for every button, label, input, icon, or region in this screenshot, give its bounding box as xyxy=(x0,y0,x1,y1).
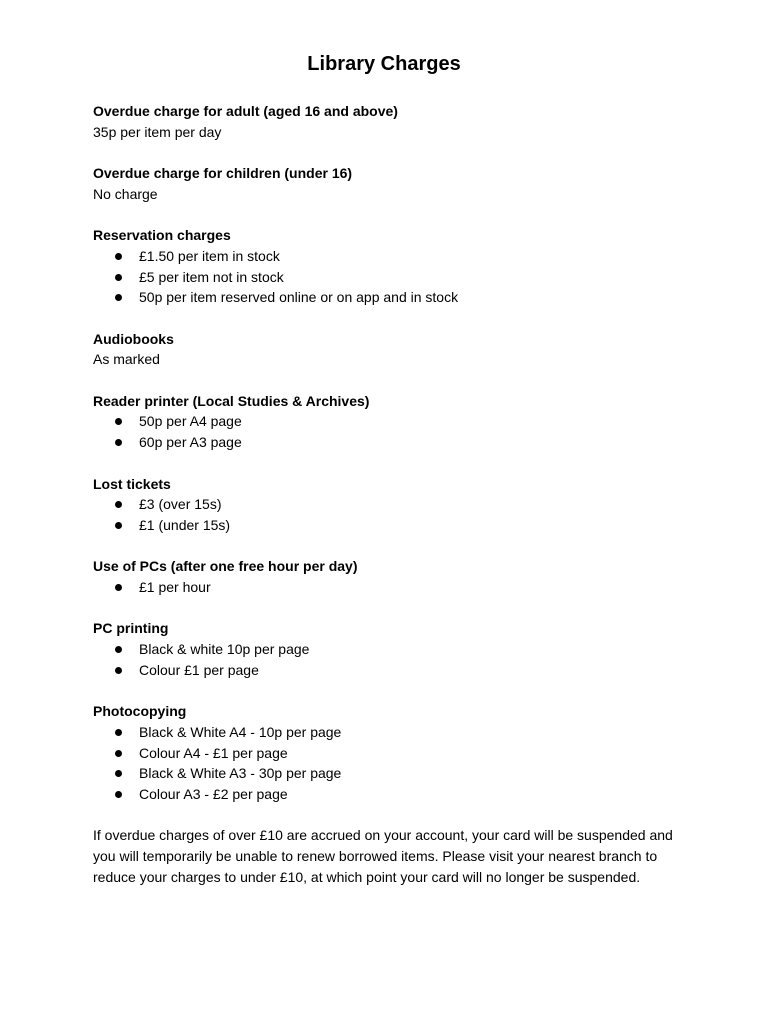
page-title: Library Charges xyxy=(307,53,461,75)
section-audiobooks xyxy=(93,329,693,370)
list-item xyxy=(93,515,693,536)
list-item-text: Black & white 10p per page xyxy=(139,641,310,658)
bullet-icon xyxy=(115,791,122,798)
section-heading: Photocopying xyxy=(93,703,187,720)
list-item xyxy=(93,494,693,515)
section-photocopying xyxy=(93,701,693,805)
list-item xyxy=(93,660,693,681)
list-item-text: £1 (under 15s) xyxy=(139,516,231,533)
section-pc-use xyxy=(93,556,693,597)
section-heading: Overdue charge for children (under 16) xyxy=(93,165,353,182)
bullet-icon xyxy=(115,729,122,736)
section-heading: PC printing xyxy=(93,620,169,637)
list-item-text: 50p per item reserved online or on app and in stock xyxy=(139,289,459,306)
section-heading: Reader printer (Local Studies & Archives) xyxy=(93,392,370,409)
bullet-icon xyxy=(115,294,122,301)
section-reservation-charges xyxy=(93,225,693,308)
list-item xyxy=(93,432,693,453)
bullet-icon xyxy=(115,750,122,757)
bullet-icon xyxy=(115,501,122,508)
list-item xyxy=(93,763,693,784)
bullet-icon xyxy=(115,646,122,653)
list-item-text: 50p per A4 page xyxy=(139,413,242,430)
bullet-icon xyxy=(115,439,122,446)
section-text: 35p per item per day xyxy=(93,123,222,140)
list-item-text: £1 per hour xyxy=(139,579,211,596)
list-item-text: Colour A3 - £2 per page xyxy=(139,786,288,803)
section-heading: Reservation charges xyxy=(93,227,231,244)
section-text: As marked xyxy=(93,351,160,368)
section-children-overdue xyxy=(93,163,693,204)
list-item xyxy=(93,639,693,660)
section-pc-printing xyxy=(93,618,693,680)
suspension-notice: If overdue charges of over £10 are accrued on your account, your card will be suspended and you will temporarily be unable to renew borrowed items. Please visit your nearest branch to reduce your charges to under £10, at which point your card will no longer be suspended. xyxy=(93,827,673,885)
list-item xyxy=(93,287,693,308)
bullet-icon xyxy=(115,522,122,529)
list-item xyxy=(93,411,693,432)
bullet-list xyxy=(93,246,693,308)
list-item xyxy=(93,722,693,743)
section-heading: Lost tickets xyxy=(93,475,171,492)
bullet-list xyxy=(93,639,693,680)
section-heading: Use of PCs (after one free hour per day) xyxy=(93,558,358,575)
list-item xyxy=(93,784,693,805)
list-item-text: £3 (over 15s) xyxy=(139,496,222,513)
list-item-text: 60p per A3 page xyxy=(139,434,242,451)
list-item-text: Black & White A4 - 10p per page xyxy=(139,723,342,740)
bullet-list xyxy=(93,722,693,805)
section-lost-tickets xyxy=(93,474,693,536)
list-item xyxy=(93,246,693,267)
list-item-text: Colour A4 - £1 per page xyxy=(139,744,288,761)
list-item-text: Colour £1 per page xyxy=(139,661,259,678)
section-text: No charge xyxy=(93,185,158,202)
list-item-text: £1.50 per item in stock xyxy=(139,247,280,264)
section-adult-overdue xyxy=(93,101,693,142)
bullet-icon xyxy=(115,418,122,425)
bullet-icon xyxy=(115,667,122,674)
list-item xyxy=(93,743,693,764)
bullet-icon xyxy=(115,274,122,281)
bullet-list xyxy=(93,494,693,535)
section-reader-printer xyxy=(93,391,693,453)
section-heading: Audiobooks xyxy=(93,330,174,347)
list-item-text: Black & White A3 - 30p per page xyxy=(139,765,342,782)
list-item-text: £5 per item not in stock xyxy=(139,268,284,285)
charges-content xyxy=(93,101,693,888)
section-heading: Overdue charge for adult (aged 16 and above) xyxy=(93,103,398,119)
bullet-icon xyxy=(115,253,122,260)
bullet-icon xyxy=(115,770,122,777)
bullet-list xyxy=(93,577,693,598)
list-item xyxy=(93,267,693,288)
list-item xyxy=(93,577,693,598)
bullet-list xyxy=(93,411,693,452)
bullet-icon xyxy=(115,584,122,591)
